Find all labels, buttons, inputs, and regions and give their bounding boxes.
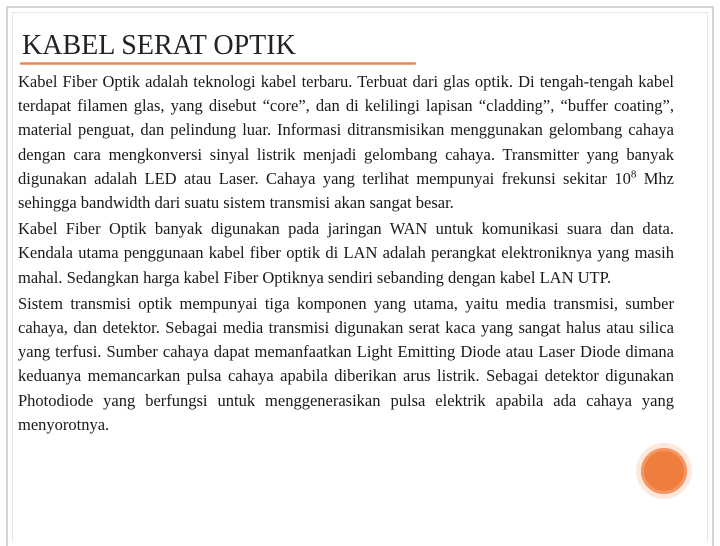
paragraph-1-text-a: Kabel Fiber Optik adalah teknologi kabel terbaru. Terbuat dari glas optik. Di tengah-tengah kabel terdapat filamen glas, yang disebut “core”, dan di kelilingi lapisan “cladding”, “buffer coating”, material penguat, dan pelindung luar. Informasi ditransmisikan menggunakan gelombang cahaya dengan cara mengkonversi sinyal listrik menjadi gelombang cahaya. Transmitter yang banyak digunakan adalah LED atau Laser. Cahaya yang terlihat mempunyai frekunsi sekitar 10 bbox=[18, 72, 674, 188]
slide-body bbox=[18, 70, 674, 439]
title-underline bbox=[20, 62, 416, 65]
paragraph-3: Sistem transmisi optik mempunyai tiga komponen yang utama, yaitu media transmisi, sumber cahaya, dan detektor. Sebagai media transmisi digunakan serat kaca yang sangat halus atau silica yang terfusi. Sumber cahaya dapat memanfaatkan Light Emitting Diode atau Laser Diode dimana keduanya memancarkan pulsa cahaya apabila diberikan arus listrik. Sebagai detektor digunakan Photodiode yang berfungsi untuk menggenerasikan pulsa elektrik apabila ada cahaya yang menyorotnya. bbox=[18, 293, 674, 434]
paragraph-1 bbox=[18, 70, 674, 215]
slide-title: KABEL SERAT OPTIK bbox=[22, 30, 296, 61]
decorative-orange-circle bbox=[641, 448, 687, 494]
paragraph-1-text-b: Mhz sehingga bandwidth dari suatu sistem transmisi akan sangat besar. bbox=[18, 168, 674, 213]
paragraph-1-exponent: 8 bbox=[630, 168, 637, 181]
paragraph-2: Kabel Fiber Optik banyak digunakan pada jaringan WAN untuk komunikasi suara dan data. Kendala utama penggunaan kabel fiber optik di LAN adalah perangkat elektroniknya yang masih mahal. Sedangkan harga kabel Fiber Optiknya sendiri sebanding dengan kabel LAN UTP. bbox=[18, 219, 674, 287]
